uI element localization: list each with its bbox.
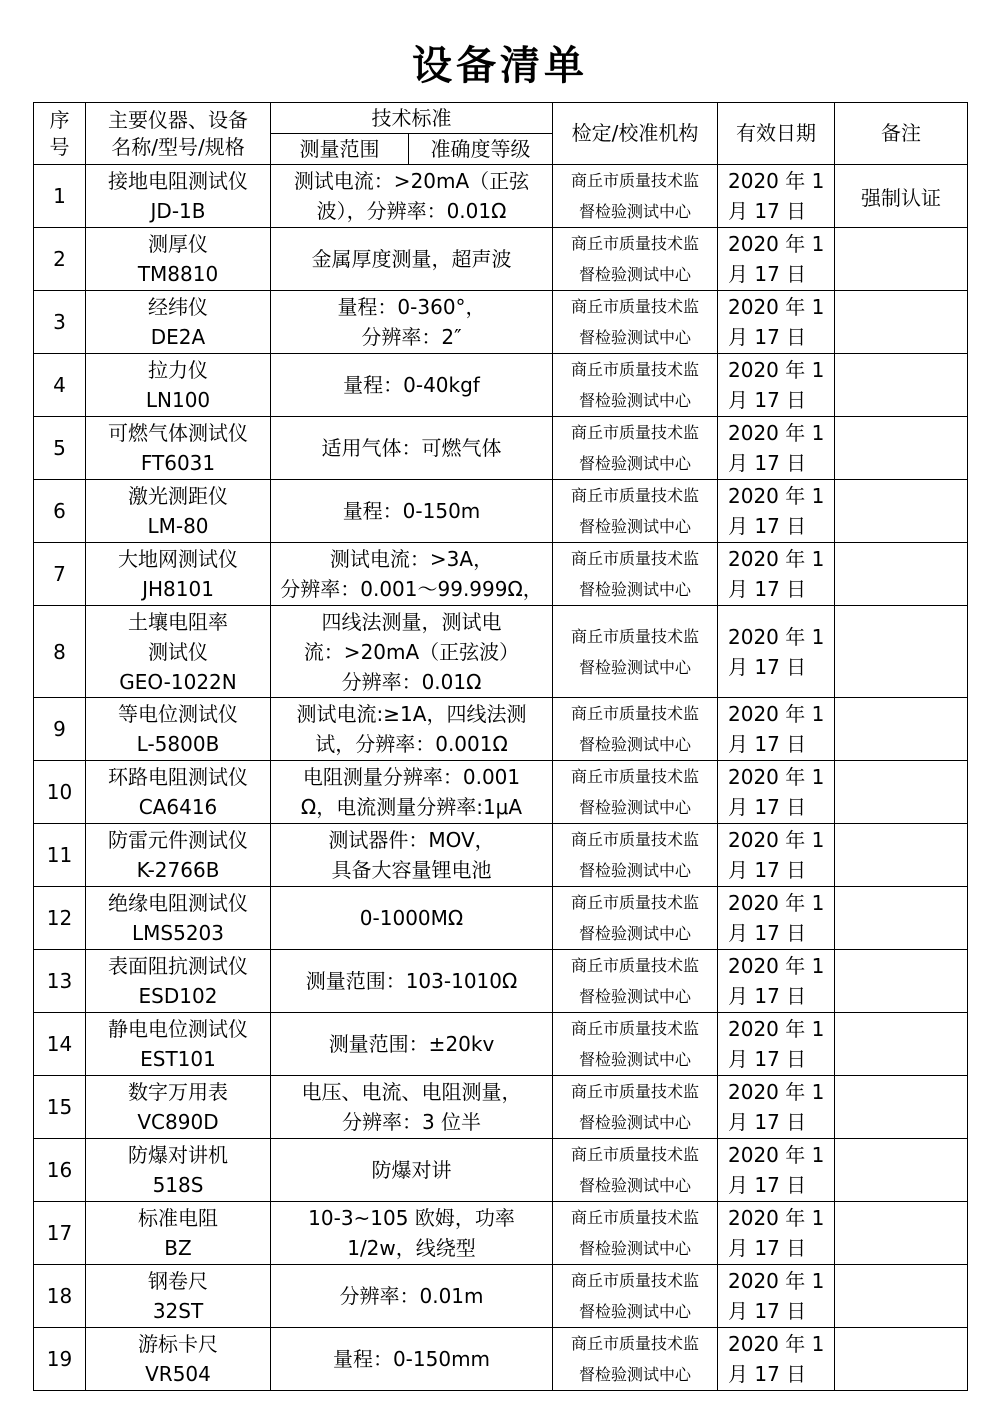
equipment-name-line: K-2766B — [136, 858, 220, 882]
row-number: 12 — [34, 887, 86, 950]
valid-date — [718, 887, 835, 950]
header-range: 测量范围 — [271, 134, 409, 165]
remark — [835, 698, 968, 761]
table-row — [34, 417, 968, 480]
valid-date-line: 月 17 日 — [728, 654, 807, 679]
remark — [835, 291, 968, 354]
equipment-name-line: 防雷元件测试仪 — [108, 828, 248, 852]
header-accuracy: 准确度等级 — [409, 134, 553, 165]
table-row — [34, 354, 968, 417]
calibration-institution — [553, 824, 718, 887]
valid-date-line: 2020 年 1 — [728, 1269, 825, 1293]
measurement-range-line: 量程：0-360°， — [337, 295, 486, 319]
measurement-range — [271, 606, 553, 698]
measurement-range-line: 量程：0-150m — [342, 499, 481, 523]
valid-date — [718, 354, 835, 417]
equipment-table — [33, 102, 968, 1391]
valid-date-line: 月 17 日 — [728, 325, 807, 349]
table-row — [34, 291, 968, 354]
row-number: 18 — [34, 1265, 86, 1328]
calibration-institution-line: 商丘市质量技术监 — [570, 549, 699, 568]
measurement-range — [271, 1328, 553, 1391]
valid-date-line: 月 17 日 — [728, 921, 807, 945]
calibration-institution — [553, 761, 718, 824]
calibration-institution-line: 督检验测试中心 — [578, 924, 691, 943]
equipment-name-line: 表面阻抗测试仪 — [108, 954, 248, 978]
equipment-name-line: 经纬仪 — [148, 295, 208, 319]
table-header — [34, 103, 968, 165]
equipment-name-line: EST101 — [140, 1047, 216, 1071]
calibration-institution-line: 商丘市质量技术监 — [570, 1082, 699, 1101]
valid-date-line: 2020 年 1 — [728, 828, 825, 852]
calibration-institution-line: 商丘市质量技术监 — [570, 486, 699, 505]
table-row — [34, 1202, 968, 1265]
valid-date-line: 月 17 日 — [728, 577, 807, 601]
row-number: 13 — [34, 950, 86, 1013]
equipment-name-line: CA6416 — [138, 795, 218, 819]
calibration-institution-line: 商丘市质量技术监 — [570, 234, 699, 253]
calibration-institution-line: 督检验测试中心 — [578, 1050, 691, 1069]
valid-date — [718, 291, 835, 354]
valid-date-line: 月 17 日 — [728, 795, 807, 819]
remark — [835, 824, 968, 887]
valid-date-line: 月 17 日 — [728, 1047, 807, 1071]
measurement-range-line: 测试器件：MOV， — [328, 828, 495, 852]
equipment-name-line: LM-80 — [147, 514, 209, 538]
remark — [835, 1076, 968, 1139]
valid-date-line: 月 17 日 — [728, 1173, 807, 1197]
remark — [835, 950, 968, 1013]
equipment-name-line: VC890D — [137, 1110, 219, 1134]
valid-date-line: 2020 年 1 — [728, 484, 825, 508]
valid-date-line: 月 17 日 — [728, 1236, 807, 1260]
measurement-range — [271, 887, 553, 950]
row-number: 9 — [34, 698, 86, 761]
calibration-institution-line: 商丘市质量技术监 — [570, 1271, 699, 1290]
equipment-name — [86, 1076, 271, 1139]
measurement-range — [271, 761, 553, 824]
measurement-range — [271, 824, 553, 887]
table-row — [34, 1328, 968, 1391]
valid-date-line: 2020 年 1 — [728, 421, 825, 445]
remark — [835, 887, 968, 950]
calibration-institution — [553, 165, 718, 228]
equipment-name-line: 接地电阻测试仪 — [108, 169, 248, 193]
measurement-range-line: 测试电流:≥1A，四线法测 — [296, 702, 527, 726]
row-number: 15 — [34, 1076, 86, 1139]
table-row — [34, 887, 968, 950]
equipment-name-line: 测厚仪 — [148, 232, 208, 256]
valid-date-line: 2020 年 1 — [728, 765, 825, 789]
measurement-range-line: 分辨率：3 位半 — [341, 1110, 482, 1134]
calibration-institution-line: 商丘市质量技术监 — [570, 704, 699, 723]
measurement-range — [271, 1265, 553, 1328]
calibration-institution-line: 督检验测试中心 — [578, 328, 691, 347]
measurement-range-line: 分辨率：0.01Ω — [341, 669, 482, 694]
calibration-institution-line: 商丘市质量技术监 — [570, 360, 699, 379]
measurement-range-line: 测量范围：±20kv — [328, 1032, 495, 1056]
header-no: 序 号 — [34, 103, 86, 165]
measurement-range — [271, 228, 553, 291]
valid-date — [718, 1265, 835, 1328]
row-number: 14 — [34, 1013, 86, 1076]
measurement-range — [271, 354, 553, 417]
header-tech: 技术标准 — [271, 103, 553, 134]
calibration-institution-line: 督检验测试中心 — [578, 1302, 691, 1321]
measurement-range-line: 测量范围：103-1010Ω — [305, 969, 518, 993]
equipment-name-line: 数字万用表 — [128, 1080, 228, 1104]
measurement-range-line: 测试电流：>3A， — [329, 547, 494, 571]
measurement-range — [271, 291, 553, 354]
measurement-range — [271, 1013, 553, 1076]
calibration-institution — [553, 228, 718, 291]
equipment-name-line: L-5800B — [136, 732, 220, 756]
valid-date-line: 2020 年 1 — [728, 232, 825, 256]
valid-date-line: 月 17 日 — [728, 1110, 807, 1134]
valid-date — [718, 1328, 835, 1391]
table-row — [34, 761, 968, 824]
equipment-name — [86, 480, 271, 543]
remark — [835, 1328, 968, 1391]
calibration-institution-line: 督检验测试中心 — [578, 1365, 691, 1384]
calibration-institution-line: 督检验测试中心 — [578, 1113, 691, 1132]
calibration-institution — [553, 291, 718, 354]
valid-date-line: 2020 年 1 — [728, 1017, 825, 1041]
calibration-institution-line: 督检验测试中心 — [578, 265, 691, 284]
calibration-institution-line: 督检验测试中心 — [578, 1239, 691, 1258]
equipment-name — [86, 1139, 271, 1202]
remark — [835, 1013, 968, 1076]
valid-date — [718, 1139, 835, 1202]
table-row — [34, 698, 968, 761]
measurement-range-line: 电阻测量分辨率：0.001 — [302, 765, 521, 789]
measurement-range — [271, 1076, 553, 1139]
table-row — [34, 165, 968, 228]
table-row — [34, 480, 968, 543]
calibration-institution — [553, 950, 718, 1013]
valid-date — [718, 165, 835, 228]
equipment-name-line: TM8810 — [137, 262, 219, 286]
equipment-name-line: JH8101 — [142, 577, 214, 601]
measurement-range — [271, 1202, 553, 1265]
calibration-institution — [553, 1076, 718, 1139]
equipment-name-line: LMS5203 — [132, 921, 224, 945]
measurement-range — [271, 1139, 553, 1202]
measurement-range-line: 具备大容量锂电池 — [331, 858, 492, 882]
calibration-institution — [553, 480, 718, 543]
measurement-range — [271, 480, 553, 543]
valid-date-line: 月 17 日 — [728, 858, 807, 882]
calibration-institution — [553, 1265, 718, 1328]
calibration-institution — [553, 606, 718, 698]
calibration-institution — [553, 417, 718, 480]
remark — [835, 606, 968, 698]
equipment-name-line: 静电电位测试仪 — [108, 1017, 248, 1041]
calibration-institution — [553, 354, 718, 417]
measurement-range — [271, 165, 553, 228]
valid-date — [718, 606, 835, 698]
equipment-name-line: ESD102 — [138, 984, 218, 1008]
calibration-institution — [553, 543, 718, 606]
table-row — [34, 606, 968, 698]
equipment-name — [86, 417, 271, 480]
remark: 强制认证 — [835, 165, 968, 228]
calibration-institution-line: 督检验测试中心 — [578, 391, 691, 410]
equipment-name-line: JD-1B — [150, 199, 206, 223]
measurement-range-line: 量程：0-150mm — [332, 1347, 491, 1371]
row-number: 4 — [34, 354, 86, 417]
valid-date — [718, 480, 835, 543]
calibration-institution-line: 商丘市质量技术监 — [570, 626, 699, 646]
measurement-range-line: 分辨率：0.001～99.999Ω， — [280, 577, 543, 601]
valid-date-line: 2020 年 1 — [728, 547, 825, 571]
equipment-name-line: 环路电阻测试仪 — [108, 765, 248, 789]
calibration-institution-line: 督检验测试中心 — [578, 1176, 691, 1195]
valid-date — [718, 698, 835, 761]
equipment-name — [86, 543, 271, 606]
valid-date — [718, 1202, 835, 1265]
calibration-institution-line: 督检验测试中心 — [578, 580, 691, 599]
valid-date-line: 2020 年 1 — [728, 954, 825, 978]
equipment-name-line: 518S — [152, 1173, 204, 1197]
row-number: 17 — [34, 1202, 86, 1265]
calibration-institution-line: 督检验测试中心 — [578, 657, 691, 677]
valid-date-line: 2020 年 1 — [728, 1080, 825, 1104]
calibration-institution — [553, 1013, 718, 1076]
calibration-institution-line: 商丘市质量技术监 — [570, 893, 699, 912]
row-number: 19 — [34, 1328, 86, 1391]
equipment-name-line: 激光测距仪 — [128, 484, 228, 508]
measurement-range-line: 0-1000MΩ — [359, 906, 464, 930]
calibration-institution — [553, 1328, 718, 1391]
table-row — [34, 1265, 968, 1328]
calibration-institution-line: 商丘市质量技术监 — [570, 1145, 699, 1164]
calibration-institution-line: 商丘市质量技术监 — [570, 297, 699, 316]
valid-date-line: 月 17 日 — [728, 1362, 807, 1386]
table-row — [34, 1013, 968, 1076]
valid-date-line: 月 17 日 — [728, 451, 807, 475]
valid-date-line: 月 17 日 — [728, 199, 807, 223]
row-number: 16 — [34, 1139, 86, 1202]
calibration-institution-line: 督检验测试中心 — [578, 202, 691, 221]
calibration-institution-line: 督检验测试中心 — [578, 735, 691, 754]
measurement-range — [271, 950, 553, 1013]
header-institution: 检定/校准机构 — [553, 103, 718, 165]
equipment-name — [86, 1328, 271, 1391]
equipment-name-line: 土壤电阻率 — [128, 609, 228, 634]
table-row — [34, 950, 968, 1013]
table-row — [34, 1076, 968, 1139]
measurement-range-line: 分辨率：2″ — [361, 325, 462, 349]
calibration-institution-line: 督检验测试中心 — [578, 454, 691, 473]
valid-date-line: 2020 年 1 — [728, 891, 825, 915]
calibration-institution-line: 督检验测试中心 — [578, 861, 691, 880]
valid-date — [718, 950, 835, 1013]
measurement-range-line: 量程：0-40kgf — [343, 373, 480, 397]
measurement-range-line: Ω，电流测量分辨率:1μA — [300, 795, 523, 819]
calibration-institution — [553, 1202, 718, 1265]
remark — [835, 1202, 968, 1265]
calibration-institution-line: 督检验测试中心 — [578, 517, 691, 536]
valid-date-line: 2020 年 1 — [728, 702, 825, 726]
table-row — [34, 228, 968, 291]
header-note: 备注 — [835, 103, 968, 165]
equipment-name-line: 标准电阻 — [138, 1206, 218, 1230]
remark — [835, 354, 968, 417]
row-number: 6 — [34, 480, 86, 543]
valid-date-line: 2020 年 1 — [728, 169, 825, 193]
equipment-name — [86, 698, 271, 761]
calibration-institution-line: 商丘市质量技术监 — [570, 171, 699, 190]
remark — [835, 228, 968, 291]
equipment-name — [86, 228, 271, 291]
equipment-name — [86, 887, 271, 950]
table-body — [34, 165, 968, 1391]
equipment-name-line: 拉力仪 — [148, 358, 208, 382]
equipment-name-line: VR504 — [145, 1362, 211, 1386]
header-name: 主要仪器、设备 名称/型号/规格 — [86, 103, 271, 165]
valid-date-line: 月 17 日 — [728, 984, 807, 1008]
table-row — [34, 543, 968, 606]
valid-date — [718, 1013, 835, 1076]
equipment-name — [86, 1013, 271, 1076]
calibration-institution — [553, 887, 718, 950]
equipment-name-line: DE2A — [150, 325, 206, 349]
equipment-name-line: 32ST — [152, 1299, 204, 1323]
equipment-name-line: 绝缘电阻测试仪 — [108, 891, 248, 915]
remark — [835, 1139, 968, 1202]
row-number: 2 — [34, 228, 86, 291]
measurement-range-line: 10-3~105 欧姆，功率 — [308, 1206, 515, 1230]
equipment-name-line: 游标卡尺 — [138, 1332, 218, 1356]
calibration-institution — [553, 1139, 718, 1202]
equipment-name-line: LN100 — [145, 388, 211, 412]
measurement-range-line: 波），分辨率：0.01Ω — [316, 199, 507, 223]
calibration-institution-line: 商丘市质量技术监 — [570, 956, 699, 975]
equipment-name — [86, 1265, 271, 1328]
remark — [835, 761, 968, 824]
calibration-institution-line: 商丘市质量技术监 — [570, 767, 699, 786]
remark — [835, 1265, 968, 1328]
equipment-name — [86, 824, 271, 887]
valid-date-line: 2020 年 1 — [728, 624, 825, 649]
equipment-name-line: 钢卷尺 — [148, 1269, 208, 1293]
valid-date-line: 2020 年 1 — [728, 295, 825, 319]
equipment-name-line: GEO-1022N — [119, 669, 237, 694]
equipment-name-line: 可燃气体测试仪 — [108, 421, 248, 445]
equipment-name-line: 等电位测试仪 — [118, 702, 238, 726]
valid-date-line: 2020 年 1 — [728, 1143, 825, 1167]
valid-date — [718, 824, 835, 887]
remark — [835, 417, 968, 480]
equipment-name — [86, 950, 271, 1013]
valid-date-line: 月 17 日 — [728, 514, 807, 538]
calibration-institution — [553, 698, 718, 761]
equipment-name — [86, 1202, 271, 1265]
measurement-range — [271, 698, 553, 761]
row-number: 11 — [34, 824, 86, 887]
measurement-range-line: 测试电流：>20mA（正弦 — [293, 169, 530, 193]
calibration-institution-line: 商丘市质量技术监 — [570, 1019, 699, 1038]
calibration-institution-line: 商丘市质量技术监 — [570, 423, 699, 442]
equipment-name-line: 测试仪 — [148, 639, 208, 664]
measurement-range-line: 流：>20mA（正弦波） — [303, 639, 520, 664]
row-number: 7 — [34, 543, 86, 606]
measurement-range — [271, 543, 553, 606]
calibration-institution-line: 商丘市质量技术监 — [570, 1334, 699, 1353]
measurement-range-line: 适用气体：可燃气体 — [321, 436, 502, 460]
measurement-range-line: 电压、电流、电阻测量， — [301, 1080, 522, 1104]
row-number: 3 — [34, 291, 86, 354]
equipment-name-line: 大地网测试仪 — [118, 547, 238, 571]
valid-date — [718, 228, 835, 291]
valid-date-line: 月 17 日 — [728, 1299, 807, 1323]
calibration-institution-line: 督检验测试中心 — [578, 987, 691, 1006]
equipment-name-line: 防爆对讲机 — [128, 1143, 228, 1167]
valid-date — [718, 1076, 835, 1139]
valid-date-line: 月 17 日 — [728, 732, 807, 756]
equipment-name-line: BZ — [164, 1236, 192, 1260]
measurement-range-line: 金属厚度测量，超声波 — [311, 247, 512, 271]
calibration-institution-line: 商丘市质量技术监 — [570, 830, 699, 849]
row-number: 10 — [34, 761, 86, 824]
row-number: 8 — [34, 606, 86, 698]
valid-date-line: 月 17 日 — [728, 262, 807, 286]
page-title: 设备清单 — [412, 43, 588, 89]
equipment-name-line: FT6031 — [140, 451, 216, 475]
valid-date-line: 2020 年 1 — [728, 1332, 825, 1356]
row-number: 5 — [34, 417, 86, 480]
valid-date — [718, 761, 835, 824]
equipment-name — [86, 354, 271, 417]
measurement-range-line: 1/2w，线绕型 — [347, 1236, 476, 1260]
equipment-name — [86, 291, 271, 354]
valid-date-line: 月 17 日 — [728, 388, 807, 412]
measurement-range — [271, 417, 553, 480]
valid-date-line: 2020 年 1 — [728, 358, 825, 382]
measurement-range-line: 四线法测量，测试电 — [321, 609, 502, 634]
remark — [835, 543, 968, 606]
equipment-name — [86, 165, 271, 228]
measurement-range-line: 试，分辨率：0.001Ω — [315, 732, 508, 756]
equipment-name — [86, 761, 271, 824]
measurement-range-line: 分辨率：0.01m — [339, 1284, 484, 1308]
calibration-institution-line: 督检验测试中心 — [578, 798, 691, 817]
table-row — [34, 1139, 968, 1202]
valid-date — [718, 543, 835, 606]
remark — [835, 480, 968, 543]
row-number: 1 — [34, 165, 86, 228]
measurement-range-line: 防爆对讲 — [371, 1158, 452, 1182]
header-date: 有效日期 — [718, 103, 835, 165]
calibration-institution-line: 商丘市质量技术监 — [570, 1208, 699, 1227]
valid-date — [718, 417, 835, 480]
table-row — [34, 824, 968, 887]
valid-date-line: 2020 年 1 — [728, 1206, 825, 1230]
equipment-name — [86, 606, 271, 698]
